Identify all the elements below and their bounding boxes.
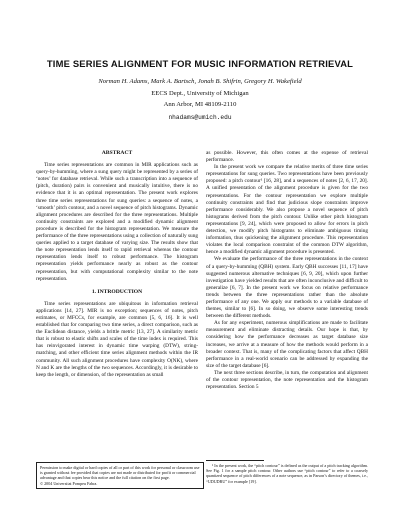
body-paragraph: as possible. However, this often comes at the expense of retrieval performance.: [206, 150, 368, 164]
author-list: Norman H. Adams, Mark A. Bartsch, Jonah B. Shifrin, Gregory H. Wakefield: [98, 78, 302, 85]
body-paragraph: In the present work we compare the relative merits of three time series representations for sung queries. Two representations have been previously proposed: a pitch contour¹ [16, 28], and a sequences of notes [2, 6, 17, 20]. A unified presentation of the alignment procedure is given for the two representations. For the contour representation we explore multiple continuity constraints and find that judicious slope constraints improve performance considerably. We also propose a novel sequence of pitch histograms derived from the pitch contour. Unlike other pitch histogram representations [9, 24], which were proposed to allow for errors in pitch detection, we modify pitch histograms to eliminate ambiguous timing information, thus quickening the alignment procedure. This representation violates the local comparison constraint of the common DTW algorithm, hence a modified dynamic alignment procedure is presented.: [206, 164, 368, 256]
permission-notice: Permission to make digital or hard copies of all or part of this work for personal or classroom use is granted without fee provided that copies are not made or distributed for profit or commercial advantage and that copies bear this notice and the full citation on the first page. © 2004 Universitat Pompeu Fabra.: [36, 462, 204, 489]
abstract-heading: ABSTRACT: [101, 150, 133, 156]
affiliation-department: EECS Dept., University of Michigan: [151, 90, 249, 97]
body-paragraph: We evaluate the performance of the three representations in the context of a query-by-humming (QBH) system. Early QBH successes [11, 17] have suggested numerous alternative techniques [6, 9, 20], which upon further investigation have yielded results that are often inconclusive and difficult to generalize [6, 7]. In the present work we focus on relative performance trends between the three representations rather than the absolute performance of any one. We apply our methods to a variable database of themes, similar to [6]. In so doing, we observe some interesting trends between the different methods.: [206, 256, 368, 320]
footnote-rule: [206, 460, 264, 461]
abstract-text: Time series representations are common in MIR applications such as query-by-humming, where a sung query might be represented by a series of ‘notes’ for database retrieval. While such a transcription into a sequence of (pitch, duration) pairs is convenient and musically intuitive, there is no evidence that it is an optimal representation. The present work explores three time series representations for sung queries: a sequence of notes, a ‘smooth’ pitch contour, and a novel sequence of pitch histograms. Dynamic alignment procedures are described for the three representations. Multiple continuity constraints are explored and a modified dynamic alignment procedure is described for the histogram representation. We measure the performance of the three representations using a collection of naturally sung queries applied to a target database of varying size. The results show that the note representation lends itself to rapid retrieval whereas the contour representation lends itself to robust performance. The histogram representation yields performance nearly as robust as the contour representation, but with computational complexity similar to the note representation.: [36, 162, 198, 282]
author-email[interactable]: nhadams@umich.edu: [168, 114, 232, 121]
affiliation-city: Ann Arbor, MI 48109-2110: [163, 101, 237, 108]
body-paragraph: The next three sections describe, in turn, the computation and alignment of the contour representation, the note representation and the histogram representation. Section 5: [206, 369, 368, 391]
footnote-text: ¹ In the present work, the “pitch contour” is defined as the output of a pitch tracking algorithm. See Fig. 1 for a sample pitch contour. Other authors use “pitch contour” to refer to a coarsely quantized sequence of pitch differences of a note sequence, as in Parson’s directory of themes, i.e., “UDUDRU” for example [19].: [206, 463, 368, 484]
body-paragraph: As for any experiment, numerous simplifications are made to facilitate measurement and eliminate distracting details. Our hope is that, by considering how the performance decreases as target database size increases, we arrive at a measure of how the methods would perform in a broader context. That is, many of the complicating factors that affect QBH performance in a real-world scenario can be addressed by expanding the size of the target database [6].: [206, 320, 368, 369]
footnote: [206, 463, 368, 484]
left-column: [36, 150, 198, 379]
introduction-paragraph: Time series representations are ubiquitous in information retrieval applications [14, 27]. MIR is no exception; sequences of notes, pitch estimates, or MFCCs, for example, are common [5, 6, 16]. It is well established that for comparing two time series, a direct comparison, such as the Euclidean distance, yields a brittle metric [13, 27]. A similarity metric that is robust to elastic shifts and scales of the time index is required. This has reinvigorated interest in dynamic time warping (DTW), string-matching, and other efficient time series alignment methods within the IR community. All such alignment procedures have complexity O(NK), where N and K are the lengths of the two sequences. Accordingly, it is desirable to keep the length, or dimension, of the representation as small: [36, 300, 198, 378]
paper-title: TIME SERIES ALIGNMENT FOR MUSIC INFORMATION RETRIEVAL: [46, 58, 354, 69]
introduction-heading: 1. INTRODUCTION: [91, 288, 143, 295]
right-column: [206, 150, 368, 391]
